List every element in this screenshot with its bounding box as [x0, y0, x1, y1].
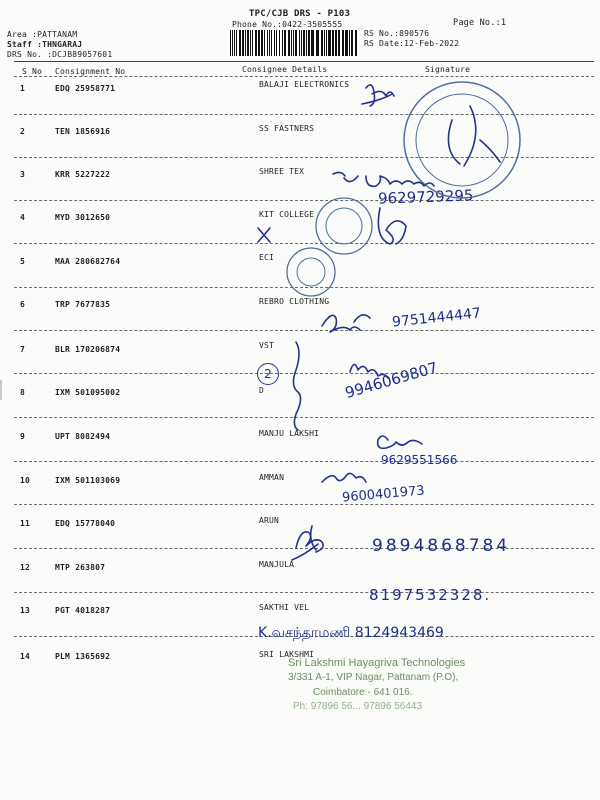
- barcode-bar: [335, 30, 337, 56]
- barcode-bar: [303, 30, 305, 56]
- col-sno: S No: [22, 67, 43, 76]
- barcode-bar: [234, 30, 235, 56]
- barcode-bar: [271, 30, 272, 56]
- row-sno: 14: [20, 652, 31, 661]
- row-consignment: UPT 8082494: [55, 432, 111, 441]
- seal-pattanam: [404, 82, 520, 198]
- row-consignment: PGT 4018287: [55, 606, 111, 615]
- row-sno: 1: [20, 84, 26, 93]
- row-sno: 4: [20, 213, 26, 222]
- row-sno: 7: [20, 345, 26, 354]
- handwritten-phone-10: 9600401973: [341, 483, 426, 506]
- row-consignee: AMMAN: [259, 473, 285, 482]
- row-sno: 8: [20, 388, 26, 397]
- row-consignee: SAKTHI VEL: [259, 603, 310, 612]
- barcode-bar: [288, 30, 290, 56]
- row-consignment: TRP 7677835: [55, 300, 111, 309]
- barcode-bar: [328, 30, 331, 56]
- barcode-bar: [252, 30, 253, 56]
- barcode-bar: [308, 30, 310, 56]
- rs-date: RS Date:12-Feb-2022: [364, 39, 460, 48]
- row-sno: 3: [20, 170, 26, 179]
- row-consignee: MANJU LAKSHI: [259, 429, 320, 438]
- barcode-bar: [316, 30, 319, 56]
- barcode-bar: [301, 30, 302, 56]
- row-consignment: EDQ 25958771: [55, 84, 116, 93]
- barcode-bar: [264, 30, 265, 56]
- barcode-bar: [342, 30, 344, 56]
- header-rule: [14, 61, 594, 62]
- column-rule: [14, 76, 594, 77]
- barcode-bar: [276, 30, 277, 56]
- barcode-bar: [236, 30, 237, 56]
- row-sno: 9: [20, 432, 26, 441]
- barcode-bar: [332, 30, 334, 56]
- row-consignee: SRI LAKSHMI: [259, 650, 315, 659]
- row-divider: [14, 287, 594, 288]
- row-divider: [14, 373, 594, 374]
- barcode-bar: [295, 30, 297, 56]
- barcode-bar: [326, 30, 327, 56]
- barcode-bar: [279, 30, 280, 56]
- row-consignment: MAA 280682764: [55, 257, 121, 266]
- row-sno: 12: [20, 563, 31, 572]
- row-divider: [14, 157, 594, 158]
- barcode-bar: [239, 30, 241, 56]
- stamp-address: 3/331 A-1, VIP Nagar, Pattanam (P.O),: [288, 672, 459, 683]
- barcode-bar: [255, 30, 257, 56]
- row-consignment: MYD 3012650: [55, 213, 111, 222]
- barcode-bar: [293, 30, 294, 56]
- row-sno: 11: [20, 519, 31, 528]
- row-consignee: MANJULA: [259, 560, 295, 569]
- barcode-bar: [230, 30, 231, 56]
- barcode-bar: [282, 30, 283, 56]
- handwritten-phone-12: 8197532328.: [369, 586, 492, 604]
- barcode-bar: [345, 30, 348, 56]
- barcode: [228, 30, 358, 56]
- handwritten-circled-number-text: 2: [257, 363, 279, 385]
- signature-row-9: [378, 436, 422, 448]
- row-consignment: IXM 501095002: [55, 388, 121, 397]
- row-divider: [14, 504, 594, 505]
- handwritten-phone-3: 9629729295: [377, 186, 474, 208]
- row-sno: 6: [20, 300, 26, 309]
- row-consignee: BALAJI ELECTRONICS: [259, 80, 350, 89]
- handwritten-phone-11: 9894868784: [372, 536, 511, 556]
- row-divider: [14, 592, 594, 593]
- stamp-phone: Ph: 97896 56... 97896 56443: [293, 701, 423, 712]
- signature-row-1: [362, 85, 394, 106]
- row-sno: 5: [20, 257, 26, 266]
- barcode-bar: [321, 30, 323, 56]
- barcode-bar: [351, 30, 353, 56]
- page-number: Page No.:1: [453, 18, 507, 28]
- barcode-bar: [274, 30, 275, 56]
- handwritten-phone-8: 9946069807: [343, 358, 440, 402]
- area-label: Area :PATTANAM: [7, 30, 78, 39]
- row-consignee: VST: [259, 341, 275, 350]
- row-consignee: KIT COLLEGE: [259, 210, 315, 219]
- barcode-bar: [311, 30, 314, 56]
- barcode-bar: [242, 30, 244, 56]
- col-signature: Signature: [425, 65, 471, 74]
- sheet-title: TPC/CJB DRS - P103: [249, 9, 351, 19]
- barcode-bar: [299, 30, 300, 56]
- row-sno: 13: [20, 606, 31, 615]
- handwritten-name-phone-13: K.வசந்தாமணி 8124943469: [258, 625, 444, 641]
- handwritten-phone-6: 9751444447: [391, 305, 482, 331]
- row-consignment: PLM 1365692: [55, 652, 111, 661]
- staff-label: Staff :THNGARAJ: [7, 40, 83, 49]
- signature-row-11: [292, 526, 323, 560]
- barcode-bar: [267, 30, 268, 56]
- row-divider: [14, 417, 594, 418]
- barcode-bar: [306, 30, 307, 56]
- phone-number: Phone No.:0422-3505555: [232, 20, 343, 29]
- barcode-bar: [247, 30, 249, 56]
- row-divider: [14, 461, 594, 462]
- col-consignee: Consignee Details: [242, 65, 328, 74]
- row-sno: 2: [20, 127, 26, 136]
- rs-number: RS No.:890576: [364, 29, 430, 38]
- drs-number: DRS No. :DCJB89057601: [7, 50, 113, 59]
- row-consignment: MTP 263807: [55, 563, 106, 572]
- row-consignee: ARUN: [259, 516, 280, 525]
- barcode-bar: [250, 30, 251, 56]
- barcode-bar: [269, 30, 270, 56]
- stamp-city: Coimbatore - 641 016.: [313, 687, 413, 698]
- row-consignee: D: [259, 386, 265, 395]
- signature-row-10: [322, 473, 366, 482]
- barcode-bar: [355, 30, 357, 56]
- row-divider: [14, 114, 594, 115]
- stamp-company-name: Sri Lakshmi Hayagriva Technologies: [288, 657, 466, 669]
- row-consignee: SHREE TEX: [259, 167, 305, 176]
- row-consignment: TEN 1856916: [55, 127, 111, 136]
- barcode-bar: [232, 30, 233, 56]
- handwritten-phone-9: 9629551566: [381, 453, 458, 467]
- row-consignee: ECI: [259, 253, 275, 262]
- col-consignment: Consignment No: [55, 67, 126, 76]
- handwritten-circled-number: [257, 363, 279, 385]
- barcode-bar: [349, 30, 350, 56]
- barcode-bar: [284, 30, 286, 56]
- barcode-bar: [245, 30, 246, 56]
- row-consignee: SS FASTNERS: [259, 124, 315, 133]
- row-divider: [14, 243, 594, 244]
- row-consignment: IXM 501103069: [55, 476, 121, 485]
- row-consignment: EDQ 15778040: [55, 519, 116, 528]
- seal-eci: [287, 248, 335, 296]
- row-consignment: BLR 170206874: [55, 345, 121, 354]
- row-consignee: REBRO CLOTHING: [259, 297, 330, 306]
- barcode-bar: [291, 30, 292, 56]
- barcode-bar: [261, 30, 263, 56]
- row-divider: [14, 330, 594, 331]
- barcode-bar: [338, 30, 340, 56]
- row-consignment: KRR 5227222: [55, 170, 111, 179]
- row-divider: [14, 200, 594, 201]
- row-sno: 10: [20, 476, 31, 485]
- signature-row-3: [333, 172, 434, 186]
- barcode-bar: [258, 30, 260, 56]
- barcode-bar: [324, 30, 325, 56]
